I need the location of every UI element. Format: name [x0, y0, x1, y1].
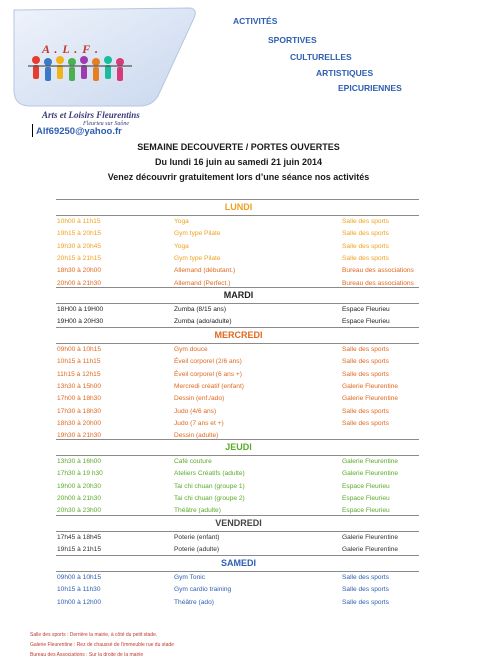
time-cell: 17h30 à 19 h30 — [57, 470, 103, 478]
schedule-row — [57, 267, 437, 279]
activity-cell: Poterie (enfant) — [174, 534, 220, 541]
time-cell: 10h00 à 12h00 — [57, 598, 102, 606]
place-cell: Galerie Fleurentine — [342, 534, 399, 541]
time-cell: 11h15 à 12h15 — [57, 370, 101, 378]
time-cell: 18h30 à 20h00 — [57, 419, 102, 427]
schedule-row — [57, 218, 437, 230]
activity-cell: Gym douce — [174, 346, 208, 353]
place-cell: Salle des sports — [342, 419, 389, 427]
activity-cell: Éveil corporel (2/6 ans) — [174, 358, 242, 366]
section-divider — [56, 303, 419, 304]
activity-cell: Judo (7 ans et +) — [174, 419, 224, 427]
section-divider — [56, 199, 419, 200]
activity-cell: Éveil corporel (6 ans +) — [174, 370, 242, 378]
activity-cell: Dessin (enf./ado) — [174, 395, 225, 403]
section-divider — [56, 571, 419, 572]
activity-cell: Ateliers Créatifs (adulte) — [174, 470, 245, 478]
logo-subtitle: Fleurieu sur Saône — [83, 121, 129, 127]
place-cell: Salle des sports — [342, 598, 389, 606]
schedule-row — [57, 243, 437, 255]
place-cell: Espace Fleurieu — [342, 507, 390, 515]
time-cell: 19h30 à 20h45 — [57, 242, 102, 250]
activity-cell: Tai chi chuan (groupe 1) — [174, 482, 245, 490]
schedule-row — [57, 574, 437, 586]
section-divider — [56, 343, 419, 344]
activity-cell: Gym Tonic — [174, 574, 206, 581]
time-cell: 10h00 à 11h15 — [57, 218, 101, 225]
place-cell: Salle des sports — [342, 574, 389, 581]
section-divider — [56, 531, 419, 532]
place-cell: Salle des sports — [342, 358, 389, 366]
time-cell: 09h00 à 10h15 — [57, 574, 102, 581]
activity-heading: ACTIVITÉS — [233, 16, 278, 26]
schedule-row — [57, 408, 437, 420]
activity-cell: Yoga — [174, 218, 189, 225]
time-cell: 19h30 à 21h30 — [57, 432, 102, 440]
schedule-row — [57, 318, 437, 330]
time-cell: 17h45 à 18h45 — [57, 534, 102, 541]
day-label: JEUDI — [225, 442, 252, 452]
place-cell: Espace Fleurieu — [342, 318, 390, 326]
schedule-row — [57, 470, 437, 482]
schedule-row — [57, 306, 437, 318]
section-divider — [56, 287, 419, 288]
day-label: SAMEDI — [220, 558, 256, 568]
schedule-row — [57, 420, 437, 432]
logo-letters: A . L . F . — [42, 42, 100, 56]
place-cell: Salle des sports — [342, 254, 389, 262]
logo-title: Arts et Loisirs Fleurentins — [42, 110, 140, 120]
section-divider — [56, 215, 419, 216]
headline-title: SEMAINE DECOUVERTE / PORTES OUVERTES — [137, 142, 340, 152]
schedule-row — [57, 358, 437, 370]
time-cell: 09h00 à 10h15 — [57, 346, 102, 353]
place-cell: Galerie Fleurentine — [342, 458, 399, 465]
activity-cell: Zumba (ado/adulte) — [174, 318, 232, 326]
schedule-row — [57, 230, 437, 242]
time-cell: 17h00 à 18h30 — [57, 395, 102, 403]
time-cell: 20h00 à 21h30 — [57, 279, 102, 287]
day-label: VENDREDI — [215, 518, 262, 528]
day-label: MARDI — [223, 290, 254, 300]
activity-cell: Théâtre (ado) — [174, 598, 214, 606]
time-cell: 19h00 à 20h30 — [57, 482, 102, 490]
time-cell: 20h00 à 21h30 — [57, 494, 102, 502]
time-cell: 13h30 à 16h00 — [57, 458, 102, 465]
place-cell: Salle des sports — [342, 346, 389, 353]
place-cell: Espace Fleurieu — [342, 306, 390, 313]
activity-cell: Poterie (adulte) — [174, 546, 220, 554]
place-cell: Espace Fleurieu — [342, 482, 390, 490]
place-cell: Galerie Fleurentine — [342, 382, 399, 390]
contact-email[interactable]: Alf69250@yahoo.fr — [36, 126, 122, 137]
day-label: LUNDI — [224, 202, 253, 212]
place-cell: Salle des sports — [342, 586, 389, 594]
time-cell: 19H00 à 20H30 — [57, 318, 104, 326]
section-divider — [56, 455, 419, 456]
schedule-row — [57, 395, 437, 407]
activity-cell: Gym type Pilate — [174, 254, 221, 262]
activity-sportives: SPORTIVES — [268, 35, 317, 45]
time-cell: 18h30 à 20h00 — [57, 267, 102, 275]
place-cell: Salle des sports — [342, 407, 389, 415]
section-divider — [56, 515, 419, 516]
section-divider — [56, 439, 419, 440]
section-divider — [56, 327, 419, 328]
place-cell: Salle des sports — [342, 242, 389, 250]
time-cell: 19h15 à 21h15 — [57, 546, 102, 554]
activity-cell: Yoga — [174, 242, 189, 250]
time-cell: 10h15 à 11h15 — [57, 358, 101, 366]
activity-cell: Gym cardio training — [174, 586, 232, 594]
place-cell: Bureau des associations — [342, 279, 414, 287]
time-cell: 13h30 à 15h00 — [57, 382, 102, 390]
time-cell: 20h15 à 21h15 — [57, 254, 102, 262]
schedule-row — [57, 483, 437, 495]
activity-cell: Café couture — [174, 458, 212, 465]
activity-cell: Théâtre (adulte) — [174, 507, 221, 515]
activity-artistiques: ARTISTIQUES — [316, 68, 374, 78]
place-cell: Espace Fleurieu — [342, 494, 390, 502]
activity-cell: Tai chi chuan (groupe 2) — [174, 494, 245, 502]
schedule-row — [57, 458, 437, 470]
footnote-salle: Salle des sports : Derrière la mairie, à côté du petit stade. — [30, 632, 158, 638]
text-cursor — [32, 124, 33, 137]
schedule-row — [57, 495, 437, 507]
schedule-row — [57, 346, 437, 358]
schedule-row — [57, 371, 437, 383]
schedule-row — [57, 383, 437, 395]
activity-cell: Gym type Pilate — [174, 230, 221, 238]
section-divider — [56, 555, 419, 556]
alf-logo — [8, 4, 200, 127]
schedule-row — [57, 534, 437, 546]
time-cell: 20h30 à 23h00 — [57, 507, 102, 515]
place-cell: Salle des sports — [342, 218, 389, 225]
activity-cell: Dessin (adulte) — [174, 432, 219, 440]
schedule-row — [57, 255, 437, 267]
logo-graphic — [8, 4, 200, 122]
activity-cell: Allemand (débutant.) — [174, 267, 236, 275]
place-cell: Galerie Fleurentine — [342, 546, 399, 554]
time-cell: 18H00 à 19H00 — [57, 306, 104, 313]
place-cell: Salle des sports — [342, 230, 389, 238]
footnote-galerie: Galerie Fleurentine : Rez de chaussé de l’immeuble rue du stade — [30, 642, 174, 648]
activity-cell: Judo (4/6 ans) — [174, 407, 217, 415]
place-cell: Bureau des associations — [342, 267, 414, 275]
place-cell: Galerie Fleurentine — [342, 470, 399, 478]
activity-culturelles: CULTURELLES — [290, 52, 352, 62]
headline-dates: Du lundi 16 juin au samedi 21 juin 2014 — [154, 157, 323, 167]
activity-epicuriennes: EPICURIENNES — [338, 83, 402, 93]
time-cell: 17h30 à 18h30 — [57, 407, 102, 415]
place-cell: Galerie Fleurentine — [342, 395, 399, 403]
schedule-row — [57, 546, 437, 558]
schedule-row — [57, 586, 437, 598]
day-label: MERCREDI — [214, 330, 263, 340]
activity-cell: Zumba (8/15 ans) — [174, 306, 227, 313]
headline-invite: Venez découvrir gratuitement lors d’une séance nos activités — [107, 172, 370, 182]
time-cell: 19h15 à 20h15 — [57, 230, 102, 238]
footnote-bureau: Bureau des Associations : Sur la droite de la mairie — [30, 652, 144, 658]
place-cell: Salle des sports — [342, 370, 389, 378]
time-cell: 10h15 à 11h30 — [57, 586, 101, 594]
activity-cell: Allemand (Perfect.) — [174, 279, 231, 287]
schedule-row — [57, 599, 437, 611]
activity-cell: Mercredi créatif (enfant) — [174, 382, 244, 390]
